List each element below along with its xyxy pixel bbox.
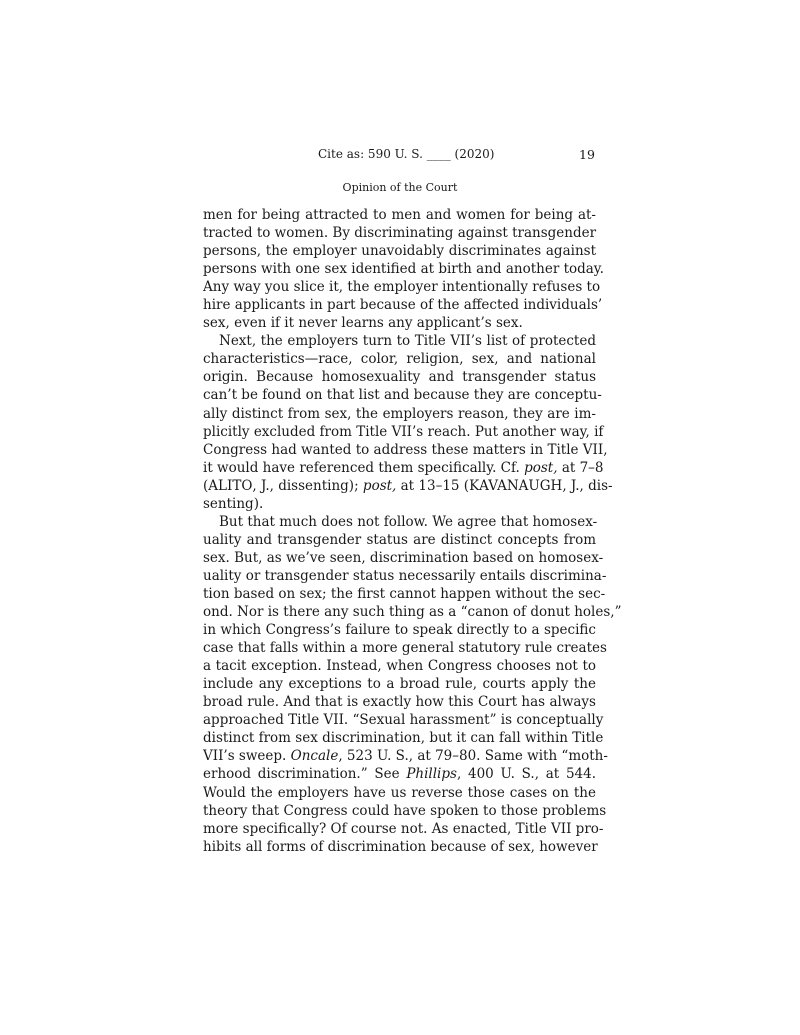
paragraph-start: Next, the employers turn to Title VII’s list of protected <box>219 333 596 350</box>
text-segment: , J., dis- <box>562 477 613 494</box>
text-line: sex, even if it never learns any applicant’s sex. <box>203 315 523 332</box>
text-line: in which Congress’s failure to speak directly to a specific <box>203 622 596 639</box>
text-line: senting). <box>203 495 264 512</box>
text-line: theory that Congress could have spoken to those problems <box>203 802 607 819</box>
case-name-phillips: Phillips <box>406 766 457 783</box>
opinion-text <box>203 206 622 856</box>
text-line: Congress had wanted to address these matters in Title VII, <box>203 441 608 458</box>
section-title: Opinion of the Court <box>342 181 458 194</box>
text-line <box>203 765 596 783</box>
text-segment: (A <box>203 477 219 494</box>
text-segment: VII’s sweep. <box>203 748 287 765</box>
citation-post: post, <box>362 477 397 494</box>
case-citation: Cite as: 590 U. S. ____ (2020) <box>318 147 495 161</box>
text-segment: , 400 U. S., at 544. <box>456 766 597 783</box>
justice-name: AVANAUGH <box>479 477 563 494</box>
running-header <box>0 147 800 167</box>
text-line: distinct from sex discrimination, but it can fall within Title <box>203 730 604 747</box>
text-line: ond. Nor is there any such thing as a “canon of donut holes,” <box>203 604 622 621</box>
text-line: broad rule. And that is exactly how this Court has always <box>203 694 596 711</box>
citation-post: post, <box>524 459 558 476</box>
text-line: plicitly excluded from Title VII’s reach. Put another way, if <box>203 423 604 440</box>
text-segment: at 7–8 <box>557 459 604 476</box>
text-line: approached Title VII. “Sexual harassment” is conceptually <box>203 712 604 729</box>
text-segment: erhood discrimination.” See <box>203 766 400 783</box>
text-segment: , 523 U. S., at 79–80. Same with “moth- <box>338 748 608 765</box>
text-line: sex. But, as we’ve seen, discrimination based on homosex- <box>203 549 604 566</box>
text-line: include any exceptions to a broad rule, courts apply the <box>203 676 596 693</box>
text-line: ally distinct from sex, the employers reason, they are im- <box>203 405 596 422</box>
text-line: persons, the employer unavoidably discriminates against <box>203 243 596 260</box>
text-line <box>203 747 608 765</box>
text-line: persons with one sex identified at birth and another today. <box>203 261 604 278</box>
paragraph-start: But that much does not follow. We agree that homosex- <box>219 513 598 530</box>
page-number: 19 <box>579 147 595 162</box>
text-line: a tacit exception. Instead, when Congress chooses not to <box>203 658 596 675</box>
text-segment: at 13–15 (K <box>396 477 480 494</box>
text-line: more specifically? Of course not. As enacted, Title VII pro- <box>203 820 604 837</box>
text-line: origin. Because homosexuality and transgender status <box>203 369 596 386</box>
text-line: hire applicants in part because of the affected individuals’ <box>203 297 603 314</box>
text-segment: it would have referenced them specifically. Cf. <box>203 459 520 476</box>
text-segment: , J., dissenting); <box>252 477 359 494</box>
text-line: uality and transgender status are distinct concepts from <box>203 531 596 548</box>
text-line: case that falls within a more general statutory rule creates <box>203 640 607 657</box>
text-line: Any way you slice it, the employer intentionally refuses to <box>203 279 601 296</box>
text-line: characteristics—race, color, religion, sex, and national <box>203 351 596 368</box>
text-line: uality or transgender status necessarily entails discrimina- <box>203 567 607 584</box>
text-line: men for being attracted to men and women for being at- <box>203 207 596 223</box>
case-name-oncale: Oncale <box>290 748 339 765</box>
text-line <box>203 477 613 495</box>
text-line: tion based on sex; the first cannot happen without the sec- <box>203 585 606 602</box>
text-line <box>203 459 604 477</box>
text-line: hibits all forms of discrimination because of sex, however <box>203 838 598 855</box>
justice-name: LITO <box>218 477 253 494</box>
text-line: Would the employers have us reverse those cases on the <box>203 784 596 801</box>
text-line: tracted to women. By discriminating against transgender <box>203 225 597 242</box>
text-line: can’t be found on that list and because they are conceptu- <box>203 387 602 404</box>
